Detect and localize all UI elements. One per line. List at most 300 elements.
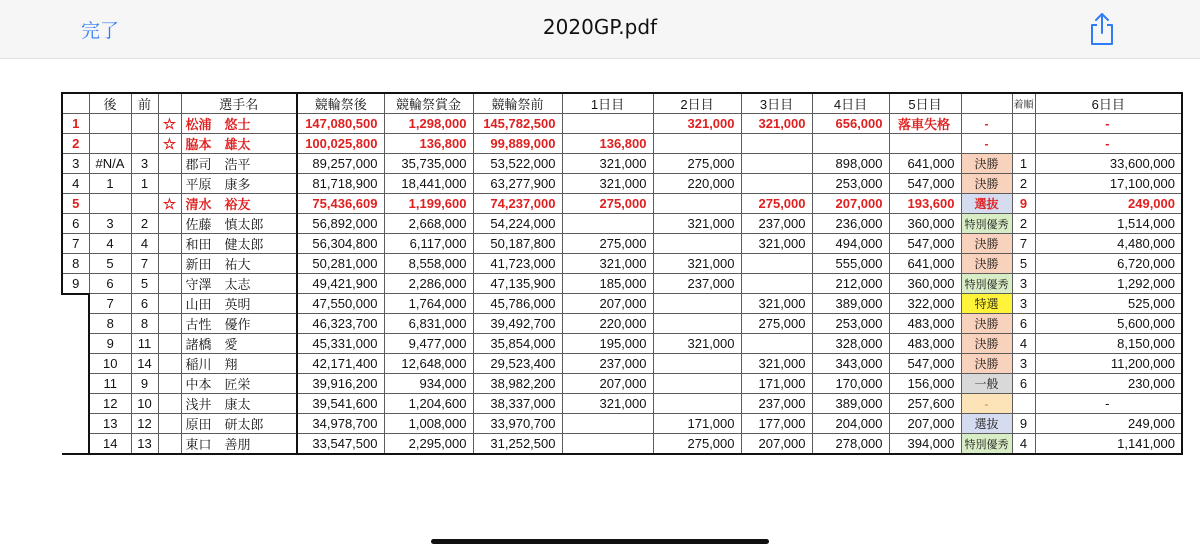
racer-name: 浅井 康太: [181, 394, 297, 414]
racer-name: 守澤 太志: [181, 274, 297, 294]
after-total: 39,541,600: [297, 394, 384, 414]
day1: 275,000: [562, 234, 653, 254]
row-index: [62, 334, 89, 354]
day4: 328,000: [812, 334, 889, 354]
day3: 207,000: [741, 434, 812, 455]
day2: [653, 314, 741, 334]
star-mark: [158, 154, 181, 174]
finish-rank: 4: [1012, 334, 1035, 354]
table-row: [62, 154, 1182, 174]
day1: 275,000: [562, 194, 653, 214]
day4: 343,000: [812, 354, 889, 374]
racer-name: 東口 善朋: [181, 434, 297, 455]
festival-prize: 1,298,000: [384, 114, 473, 134]
table-row: [62, 114, 1182, 134]
star-mark: [158, 334, 181, 354]
day6: 1,141,000: [1035, 434, 1182, 455]
day1: [562, 434, 653, 455]
header-index: [62, 93, 89, 114]
star-mark: [158, 274, 181, 294]
table-row: [62, 234, 1182, 254]
racer-name: 新田 祐大: [181, 254, 297, 274]
day5: 360,000: [889, 214, 961, 234]
table-row: [62, 174, 1182, 194]
rank-after: #N/A: [89, 154, 131, 174]
before-total: 50,187,800: [473, 234, 562, 254]
before-total: 38,982,200: [473, 374, 562, 394]
day4: 555,000: [812, 254, 889, 274]
before-total: 35,854,000: [473, 334, 562, 354]
finish-rank: 9: [1012, 414, 1035, 434]
day5: [889, 134, 961, 154]
rank-before: 1: [131, 174, 158, 194]
finish-rank: 5: [1012, 254, 1035, 274]
racer-name: 脇本 雄太: [181, 134, 297, 154]
rank-before: [131, 114, 158, 134]
after-total: 56,304,800: [297, 234, 384, 254]
festival-prize: 6,831,000: [384, 314, 473, 334]
day6: 249,000: [1035, 194, 1182, 214]
festival-prize: 1,199,600: [384, 194, 473, 214]
day6: 4,480,000: [1035, 234, 1182, 254]
finish-rank: 3: [1012, 294, 1035, 314]
header-day5: 5日目: [889, 93, 961, 114]
before-total: 47,135,900: [473, 274, 562, 294]
after-total: 56,892,000: [297, 214, 384, 234]
day6: 5,600,000: [1035, 314, 1182, 334]
before-total: 74,237,000: [473, 194, 562, 214]
rank-after: 4: [89, 234, 131, 254]
row-index: 5: [62, 194, 89, 214]
table-row: [62, 314, 1182, 334]
finish-rank: 1: [1012, 154, 1035, 174]
day4: 253,000: [812, 314, 889, 334]
day3: 237,000: [741, 394, 812, 414]
festival-prize: 2,286,000: [384, 274, 473, 294]
day4: 898,000: [812, 154, 889, 174]
day3: [741, 254, 812, 274]
rank-before: 9: [131, 374, 158, 394]
day6: 8,150,000: [1035, 334, 1182, 354]
day3: [741, 174, 812, 194]
finish-rank: 9: [1012, 194, 1035, 214]
star-mark: [158, 414, 181, 434]
racer-name: 山田 英明: [181, 294, 297, 314]
row-index: [62, 434, 89, 455]
finish-rank: 2: [1012, 214, 1035, 234]
rank-after: 8: [89, 314, 131, 334]
before-total: 54,224,000: [473, 214, 562, 234]
race-badge: 選抜: [961, 194, 1012, 214]
festival-prize: 1,204,600: [384, 394, 473, 414]
finish-rank: [1012, 114, 1035, 134]
table-row: [62, 374, 1182, 394]
day5: 483,000: [889, 314, 961, 334]
race-badge: 特選: [961, 294, 1012, 314]
table-row: [62, 394, 1182, 414]
day4: 494,000: [812, 234, 889, 254]
festival-prize: 8,558,000: [384, 254, 473, 274]
day2: 171,000: [653, 414, 741, 434]
after-total: 89,257,000: [297, 154, 384, 174]
racer-name: 郡司 浩平: [181, 154, 297, 174]
day6: 11,200,000: [1035, 354, 1182, 374]
day1: 321,000: [562, 254, 653, 274]
rank-before: 7: [131, 254, 158, 274]
prize-ranking-table: [61, 92, 1183, 455]
row-index: 9: [62, 274, 89, 294]
day2: 321,000: [653, 214, 741, 234]
rank-after: 7: [89, 294, 131, 314]
rank-before: 3: [131, 154, 158, 174]
festival-prize: 9,477,000: [384, 334, 473, 354]
header-prize: 競輪祭賞金: [384, 93, 473, 114]
racer-name: 諸橋 愛: [181, 334, 297, 354]
day3: 177,000: [741, 414, 812, 434]
after-total: 42,171,400: [297, 354, 384, 374]
header-star: [158, 93, 181, 114]
day4: [812, 134, 889, 154]
before-total: 41,723,000: [473, 254, 562, 274]
day6: 6,720,000: [1035, 254, 1182, 274]
before-total: 145,782,500: [473, 114, 562, 134]
rank-before: 13: [131, 434, 158, 455]
header-name: 選手名: [181, 93, 297, 114]
day2: 321,000: [653, 114, 741, 134]
day6: -: [1035, 394, 1182, 414]
star-mark: [158, 314, 181, 334]
header-day2: 2日目: [653, 93, 741, 114]
after-total: 45,331,000: [297, 334, 384, 354]
race-badge: 特別優秀: [961, 214, 1012, 234]
row-index: 7: [62, 234, 89, 254]
day1: [562, 114, 653, 134]
festival-prize: 6,117,000: [384, 234, 473, 254]
rank-after: 9: [89, 334, 131, 354]
racer-name: 原田 研太郎: [181, 414, 297, 434]
day1: 321,000: [562, 174, 653, 194]
day2: [653, 374, 741, 394]
rank-after: 11: [89, 374, 131, 394]
day2: 275,000: [653, 154, 741, 174]
day4: 278,000: [812, 434, 889, 455]
star-mark: [158, 214, 181, 234]
after-total: 39,916,200: [297, 374, 384, 394]
day1: 207,000: [562, 374, 653, 394]
rank-before: 12: [131, 414, 158, 434]
before-total: 33,970,700: [473, 414, 562, 434]
row-index: [62, 394, 89, 414]
day3: [741, 274, 812, 294]
day4: 212,000: [812, 274, 889, 294]
day6: 1,292,000: [1035, 274, 1182, 294]
done-button[interactable]: 完了: [81, 20, 120, 42]
day1: 195,000: [562, 334, 653, 354]
table-row: [62, 194, 1182, 214]
star-mark: [158, 254, 181, 274]
after-total: 81,718,900: [297, 174, 384, 194]
table-row: [62, 134, 1182, 154]
day6: 230,000: [1035, 374, 1182, 394]
day5: 547,000: [889, 234, 961, 254]
day5: 257,600: [889, 394, 961, 414]
finish-rank: 2: [1012, 174, 1035, 194]
racer-name: 稲川 翔: [181, 354, 297, 374]
row-index: [62, 374, 89, 394]
header-after: 競輪祭後: [297, 93, 384, 114]
day6: -: [1035, 134, 1182, 154]
finish-rank: 3: [1012, 274, 1035, 294]
day4: 656,000: [812, 114, 889, 134]
day6: 17,100,000: [1035, 174, 1182, 194]
row-index: 1: [62, 114, 89, 134]
header-day1: 1日目: [562, 93, 653, 114]
document-title: 2020GP.pdf: [542, 15, 658, 39]
racer-name: 松浦 悠士: [181, 114, 297, 134]
race-badge: 特別優秀: [961, 274, 1012, 294]
day2: [653, 134, 741, 154]
day5: 483,000: [889, 334, 961, 354]
table-row: [62, 254, 1182, 274]
day1: 207,000: [562, 294, 653, 314]
rank-after: 10: [89, 354, 131, 374]
racer-name: 清水 裕友: [181, 194, 297, 214]
day3: 321,000: [741, 294, 812, 314]
day2: 275,000: [653, 434, 741, 455]
star-mark: [158, 174, 181, 194]
rank-before: 2: [131, 214, 158, 234]
finish-rank: 6: [1012, 374, 1035, 394]
racer-name: 平原 康多: [181, 174, 297, 194]
day3: [741, 134, 812, 154]
day1: [562, 414, 653, 434]
row-index: 4: [62, 174, 89, 194]
rank-before: 11: [131, 334, 158, 354]
day1: 321,000: [562, 154, 653, 174]
day1: [562, 214, 653, 234]
star-mark: [158, 294, 181, 314]
rank-before: 10: [131, 394, 158, 414]
race-badge: 決勝: [961, 314, 1012, 334]
after-total: 50,281,000: [297, 254, 384, 274]
day6: 1,514,000: [1035, 214, 1182, 234]
festival-prize: 2,668,000: [384, 214, 473, 234]
festival-prize: 934,000: [384, 374, 473, 394]
rank-before: 4: [131, 234, 158, 254]
table-row: [62, 214, 1182, 234]
header-before: 競輪祭前: [473, 93, 562, 114]
pdf-toolbar: [0, 0, 1200, 59]
day1: 220,000: [562, 314, 653, 334]
festival-prize: 18,441,000: [384, 174, 473, 194]
after-total: 34,978,700: [297, 414, 384, 434]
finish-rank: [1012, 134, 1035, 154]
rank-after: 5: [89, 254, 131, 274]
day1: 237,000: [562, 354, 653, 374]
home-indicator: [431, 539, 769, 544]
day4: 207,000: [812, 194, 889, 214]
day4: 170,000: [812, 374, 889, 394]
day1: 185,000: [562, 274, 653, 294]
row-index: [62, 414, 89, 434]
rank-after: 13: [89, 414, 131, 434]
rank-after: [89, 134, 131, 154]
day3: 321,000: [741, 234, 812, 254]
day2: [653, 234, 741, 254]
day5: 641,000: [889, 254, 961, 274]
rank-after: 1: [89, 174, 131, 194]
race-badge: -: [961, 114, 1012, 134]
rank-before: 5: [131, 274, 158, 294]
after-total: 33,547,500: [297, 434, 384, 455]
header-ato: 後: [89, 93, 131, 114]
day3: 275,000: [741, 194, 812, 214]
day6: -: [1035, 114, 1182, 134]
table-row: [62, 414, 1182, 434]
row-index: 2: [62, 134, 89, 154]
before-total: 38,337,000: [473, 394, 562, 414]
day2: 237,000: [653, 274, 741, 294]
day5: 落車失格: [889, 114, 961, 134]
after-total: 49,421,900: [297, 274, 384, 294]
racer-name: 佐藤 慎太郎: [181, 214, 297, 234]
day2: [653, 194, 741, 214]
header-day3: 3日目: [741, 93, 812, 114]
day2: [653, 354, 741, 374]
day5: 322,000: [889, 294, 961, 314]
day4: 204,000: [812, 414, 889, 434]
before-total: 53,522,000: [473, 154, 562, 174]
table-row: [62, 334, 1182, 354]
day2: 220,000: [653, 174, 741, 194]
race-badge: -: [961, 394, 1012, 414]
day4: 236,000: [812, 214, 889, 234]
day4: 389,000: [812, 394, 889, 414]
before-total: 99,889,000: [473, 134, 562, 154]
day6: 525,000: [1035, 294, 1182, 314]
race-badge: 決勝: [961, 254, 1012, 274]
star-mark: [158, 354, 181, 374]
rank-before: [131, 134, 158, 154]
finish-rank: 7: [1012, 234, 1035, 254]
day6: 249,000: [1035, 414, 1182, 434]
day5: 156,000: [889, 374, 961, 394]
header-day4: 4日目: [812, 93, 889, 114]
finish-rank: 3: [1012, 354, 1035, 374]
table-row: [62, 274, 1182, 294]
after-total: 47,550,000: [297, 294, 384, 314]
day5: 641,000: [889, 154, 961, 174]
festival-prize: 136,800: [384, 134, 473, 154]
after-total: 100,025,800: [297, 134, 384, 154]
rank-before: 14: [131, 354, 158, 374]
header-rank: 着順: [1012, 93, 1035, 114]
table-row: [62, 294, 1182, 314]
share-icon[interactable]: [1089, 12, 1115, 46]
day3: 275,000: [741, 314, 812, 334]
rank-after: 12: [89, 394, 131, 414]
finish-rank: 6: [1012, 314, 1035, 334]
header-badge: [961, 93, 1012, 114]
before-total: 31,252,500: [473, 434, 562, 455]
table-body: [62, 93, 1182, 454]
race-badge: 選抜: [961, 414, 1012, 434]
race-badge: 決勝: [961, 234, 1012, 254]
day1: 136,800: [562, 134, 653, 154]
star-mark: ☆: [158, 194, 181, 214]
race-badge: 決勝: [961, 174, 1012, 194]
festival-prize: 12,648,000: [384, 354, 473, 374]
row-index: 6: [62, 214, 89, 234]
rank-before: 8: [131, 314, 158, 334]
race-badge: -: [961, 134, 1012, 154]
day5: 193,600: [889, 194, 961, 214]
day4: 389,000: [812, 294, 889, 314]
star-mark: [158, 234, 181, 254]
table-row: [62, 354, 1182, 374]
day3: 321,000: [741, 114, 812, 134]
star-mark: [158, 374, 181, 394]
day5: 547,000: [889, 174, 961, 194]
racer-name: 中本 匠栄: [181, 374, 297, 394]
day1: 321,000: [562, 394, 653, 414]
day2: 321,000: [653, 334, 741, 354]
before-total: 63,277,900: [473, 174, 562, 194]
day5: 207,000: [889, 414, 961, 434]
rank-before: [131, 194, 158, 214]
rank-after: 3: [89, 214, 131, 234]
day6: 33,600,000: [1035, 154, 1182, 174]
day5: 394,000: [889, 434, 961, 455]
rank-before: 6: [131, 294, 158, 314]
rank-after: [89, 194, 131, 214]
after-total: 75,436,609: [297, 194, 384, 214]
header-mae: 前: [131, 93, 158, 114]
star-mark: ☆: [158, 134, 181, 154]
after-total: 46,323,700: [297, 314, 384, 334]
rank-after: [89, 114, 131, 134]
rank-after: 14: [89, 434, 131, 455]
before-total: 45,786,000: [473, 294, 562, 314]
day2: 321,000: [653, 254, 741, 274]
racer-name: 古性 優作: [181, 314, 297, 334]
row-index: [62, 354, 89, 374]
day5: 547,000: [889, 354, 961, 374]
day3: 321,000: [741, 354, 812, 374]
day3: 171,000: [741, 374, 812, 394]
festival-prize: 1,764,000: [384, 294, 473, 314]
festival-prize: 35,735,000: [384, 154, 473, 174]
row-index: 3: [62, 154, 89, 174]
header-row: [62, 93, 1182, 114]
race-badge: 特別優秀: [961, 434, 1012, 455]
star-mark: [158, 394, 181, 414]
header-day6: 6日目: [1035, 93, 1182, 114]
after-total: 147,080,500: [297, 114, 384, 134]
before-total: 29,523,400: [473, 354, 562, 374]
star-mark: [158, 434, 181, 455]
day2: [653, 394, 741, 414]
day2: [653, 294, 741, 314]
racer-name: 和田 健太郎: [181, 234, 297, 254]
finish-rank: 4: [1012, 434, 1035, 455]
rank-after: 6: [89, 274, 131, 294]
race-badge: 決勝: [961, 154, 1012, 174]
row-index: [62, 294, 89, 314]
day5: 360,000: [889, 274, 961, 294]
before-total: 39,492,700: [473, 314, 562, 334]
day3: 237,000: [741, 214, 812, 234]
